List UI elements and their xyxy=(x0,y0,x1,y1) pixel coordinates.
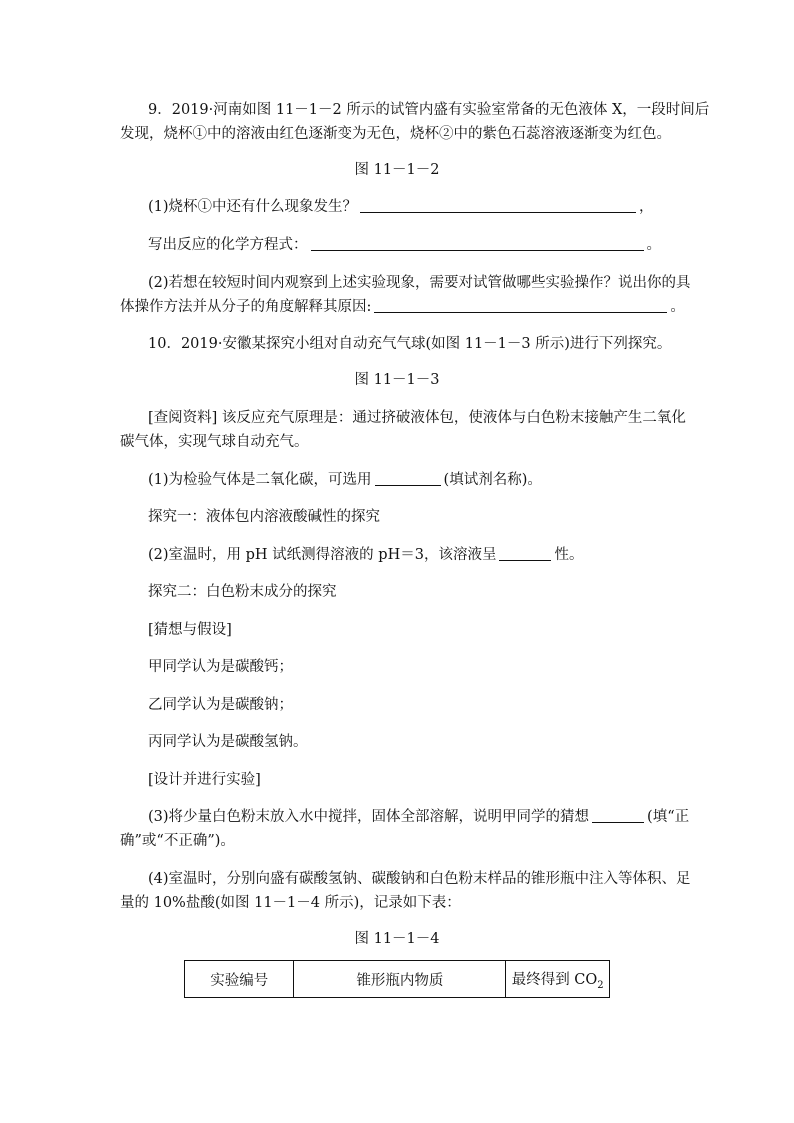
q9-line1: 9．2019·河南如图 11－1－2 所示的试管内盛有实验室常备的无色液体 X，一段时间后 xyxy=(148,102,710,118)
q9-sub1-text: (1)烧杯①中还有什么现象发生？ xyxy=(148,199,358,215)
answer-blank[interactable] xyxy=(499,559,551,561)
answer-blank[interactable] xyxy=(374,311,667,313)
q9-sub2-text: 体操作方法并从分子的角度解释其原因: xyxy=(120,299,372,315)
q10-hypothesis-3: 丙同学认为是碳酸氢钠。 xyxy=(148,734,308,750)
q10-info-line2: 碳气体，实现气球自动充气。 xyxy=(120,434,309,450)
q10-s4-line1: (4)室温时，分别向盛有碳酸氢钠、碳酸钠和白色粉末样品的锥形瓶中注入等体积、足 xyxy=(148,871,691,887)
q10-s2-text: (2)室温时，用 pH 试纸测得溶液的 pH＝3，该溶液呈 xyxy=(148,547,497,563)
q10-explore2: 探究二：白色粉末成分的探究 xyxy=(148,584,337,600)
q10-hypothesis-1: 甲同学认为是碳酸钙； xyxy=(148,659,293,675)
table-header-final-co2-text: 最终得到 CO xyxy=(511,971,598,988)
q10-intro: 10．2019·安徽某探究小组对自动充气气球(如图 11－1－3 所示)进行下列探究。 xyxy=(148,336,672,352)
q9-equation-line xyxy=(148,227,675,263)
q10-s2-line xyxy=(148,537,675,573)
q10-s1-end: (填试剂名称)。 xyxy=(443,472,542,488)
figure-caption-11-1-3: 图 11－1－3 xyxy=(354,372,440,388)
q10-info-line1: [查阅资料] 该反应充气原理是：通过挤破液体包，使液体与白色粉末接触产生二氧化 xyxy=(148,410,686,426)
answer-blank[interactable] xyxy=(360,211,636,213)
q10-s1-text: (1)为检验气体是二氧化碳，可选用 xyxy=(148,472,372,488)
q10-s1-line xyxy=(148,462,675,498)
q10-explore1: 探究一：液体包内溶液酸碱性的探究 xyxy=(148,509,380,525)
figure-caption-11-1-4: 图 11－1－4 xyxy=(354,931,440,947)
figure-caption-11-1-2: 图 11－1－2 xyxy=(354,162,440,178)
q9-sub2-end: 。 xyxy=(670,299,685,315)
q9-equation-end: 。 xyxy=(646,237,661,253)
q9-sub2-line1: (2)若想在较短时间内观察到上述实验现象，需要对试管做哪些实验操作？说出你的具 xyxy=(148,275,691,291)
q9-sub1-line xyxy=(148,189,675,225)
table-header-flask-contents: 锥形瓶内物质 xyxy=(294,961,506,998)
q9-sub2-line2 xyxy=(120,289,685,325)
q10-s3-end: (填“正 xyxy=(647,809,690,825)
q10-s3-line2: 确”或“不正确”)。 xyxy=(120,833,235,849)
table-header-final-co2 xyxy=(506,961,610,998)
answer-blank[interactable] xyxy=(375,484,441,486)
q10-s2-end: 性。 xyxy=(554,547,584,563)
q9-sub1-end: ， xyxy=(639,199,654,215)
q10-design-title: [设计并进行实验] xyxy=(148,772,261,788)
answer-blank[interactable] xyxy=(311,249,644,251)
q10-s3-text: (3)将少量白色粉末放入水中搅拌，固体全部溶解，说明甲同学的猜想 xyxy=(148,809,590,825)
table-header-row xyxy=(185,961,610,998)
q10-s4-line2: 量的 10%盐酸(如图 11－1－4 所示)，记录如下表： xyxy=(120,895,461,911)
q9-line2: 发现，烧杯①中的溶液由红色逐渐变为无色，烧杯②中的紫色石蕊溶液逐渐变为红色。 xyxy=(120,126,671,142)
table-header-experiment-number: 实验编号 xyxy=(185,961,294,998)
co2-subscript: 2 xyxy=(597,979,604,991)
experiment-table xyxy=(184,960,610,998)
q9-equation-text: 写出反应的化学方程式： xyxy=(148,237,308,253)
q10-hypothesis-title: [猜想与假设] xyxy=(148,622,232,638)
q10-hypothesis-2: 乙同学认为是碳酸钠； xyxy=(148,697,293,713)
